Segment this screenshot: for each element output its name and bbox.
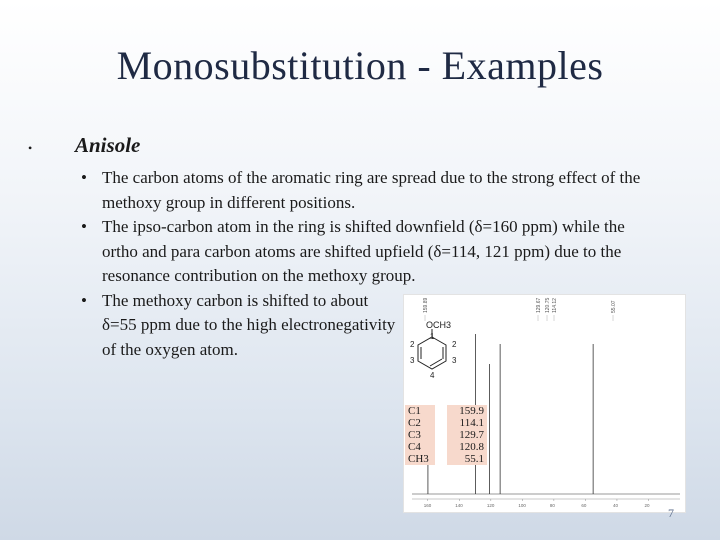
shift-value: 129.7 [447, 429, 487, 441]
axis-tick-label: 140 [455, 503, 463, 508]
peak-label: 129.67 [536, 297, 542, 313]
peak-label: 55.07 [611, 300, 617, 313]
shift-row [405, 429, 487, 441]
axis-tick-label: 100 [518, 503, 526, 508]
shift-row [405, 417, 487, 429]
carbon-label: CH3 [405, 453, 435, 465]
shift-value: 120.8 [447, 441, 487, 453]
bullet-marker: • [28, 141, 33, 155]
sub-bullet-text: The carbon atoms of the aromatic ring are spread due to the strong effect of the methoxy group in different positions. [102, 168, 641, 212]
ring-position-label: 4 [430, 371, 435, 380]
nmr-spectrum-image [403, 294, 686, 513]
shift-row [405, 405, 487, 417]
axis-tick-label: 60 [581, 503, 587, 508]
shift-value: 159.9 [447, 405, 487, 417]
substituent-label: OCH3 [426, 320, 452, 330]
axis-tick-label: 20 [644, 503, 650, 508]
table-gap [435, 453, 447, 465]
carbon-label: C1 [405, 405, 435, 417]
shift-value: 55.1 [447, 453, 487, 465]
compound-heading: Anisole [75, 133, 141, 157]
peak-label: 159.89 [423, 297, 429, 313]
table-gap [435, 417, 447, 429]
ring-position-label: 3 [452, 356, 457, 365]
peak-label: 114.12 [552, 298, 558, 313]
bullet-marker: • [81, 168, 87, 187]
shift-row [405, 441, 487, 453]
shift-value: 114.1 [447, 417, 487, 429]
sub-bullet-item [80, 166, 650, 215]
bullet-marker: • [81, 217, 87, 236]
peak-label: 120.75 [545, 297, 551, 313]
ring-position-label: 2 [452, 340, 457, 349]
axis-tick-label: 120 [486, 503, 495, 508]
ring-position-label: 2 [410, 340, 415, 349]
carbon-label: C2 [405, 417, 435, 429]
axis-tick-label: 160 [423, 503, 432, 508]
nmr-spectrum-plot [404, 295, 685, 512]
page-number: 7 [668, 506, 674, 520]
slide-title: Monosubstitution - Examples [116, 43, 604, 88]
axis-tick-label: 40 [612, 503, 618, 508]
sub-bullet-item [80, 289, 402, 363]
chemical-shift-table [405, 405, 487, 465]
carbon-label: C3 [405, 429, 435, 441]
table-gap [435, 429, 447, 441]
ring-position-label: 1 [430, 332, 435, 341]
ring-position-label: 3 [410, 356, 415, 365]
table-gap [435, 405, 447, 417]
table-gap [435, 441, 447, 453]
sub-bullet-text: The methoxy carbon is shifted to about δ=55 ppm due to the high electronegativity of the oxygen atom. [102, 290, 396, 359]
sub-bullet-text: The ipso-carbon atom in the ring is shifted downfield (δ=160 ppm) while the ortho and para carbon atoms are shifted upfield (δ=114, 121 ppm) due to the resonance contribution on the methoxy group. [102, 217, 625, 285]
bullet-marker: • [81, 290, 87, 310]
shift-row [405, 453, 487, 465]
carbon-label: C4 [405, 441, 435, 453]
axis-tick-label: 80 [549, 503, 555, 508]
sub-bullet-item [80, 215, 650, 289]
